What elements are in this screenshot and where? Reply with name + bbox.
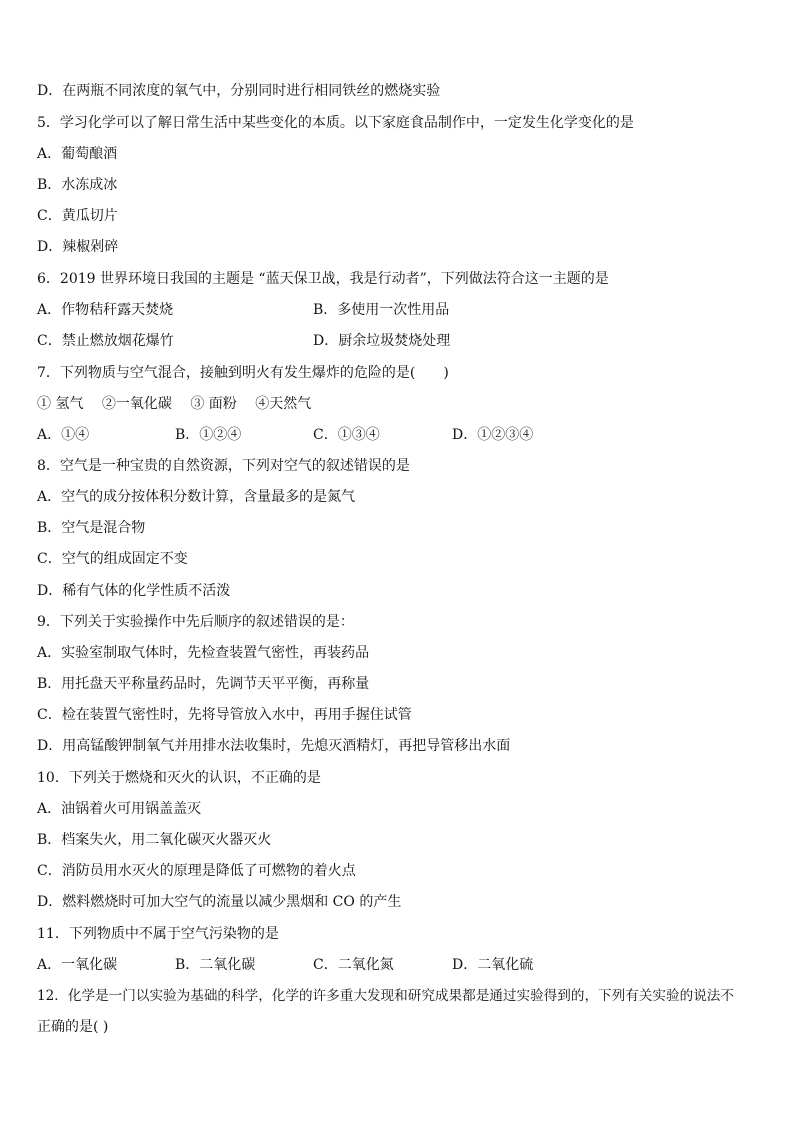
question-12-stem-line-1: 12．化学是一门以实验为基础的科学，化学的许多重大发现和研究成果都是通过实验得到的，下列有关实验的说法不 xyxy=(37,988,734,1004)
question-10-stem: 10．下列关于燃烧和灭火的认识，不正确的是 xyxy=(37,770,321,786)
question-10-option-d: D．燃料燃烧时可加大空气的流量以减少黑烟和 CO 的产生 xyxy=(37,894,402,910)
question-4-option-d: D．在两瓶不同浓度的氧气中，分别同时进行相同铁丝的燃烧实验 xyxy=(37,83,441,99)
question-5-option-a: A．葡萄酿酒 xyxy=(37,146,118,162)
question-7-stem: 7．下列物质与空气混合，接触到明火有发生爆炸的危险的是( ) xyxy=(37,365,449,381)
question-5-option-b: B．水冻成冰 xyxy=(37,177,118,193)
question-8-option-d: D．稀有气体的化学性质不活泼 xyxy=(37,583,231,599)
question-5-stem: 5．学习化学可以了解日常生活中某些变化的本质。以下家庭食品制作中，一定发生化学变化的是 xyxy=(37,115,634,131)
question-11-option-c: C．二氧化氮 xyxy=(313,957,394,973)
question-6-option-a: A．作物秸秆露天焚烧 xyxy=(37,302,174,318)
question-7-option-c: C．①③④ xyxy=(313,427,380,443)
question-9-option-a: A．实验室制取气体时，先检查装置气密性，再装药品 xyxy=(37,645,370,661)
question-9-option-d: D．用高锰酸钾制氧气并用排水法收集时，先熄灭酒精灯，再把导管移出水面 xyxy=(37,738,511,754)
question-6-option-c: C．禁止燃放烟花爆竹 xyxy=(37,333,174,349)
question-11-stem: 11．下列物质中不属于空气污染物的是 xyxy=(37,926,279,942)
question-12-stem-line-2: 正确的是( ) xyxy=(37,1019,109,1035)
question-6-option-b: B．多使用一次性用品 xyxy=(313,302,450,318)
question-5-option-c: C．黄瓜切片 xyxy=(37,208,118,224)
question-9-option-b: B．用托盘天平称量药品时，先调节天平平衡，再称量 xyxy=(37,676,370,692)
question-10-option-c: C．消防员用水灭火的原理是降低了可燃物的着火点 xyxy=(37,863,356,879)
question-8-stem: 8．空气是一种宝贵的自然资源，下列对空气的叙述错误的是 xyxy=(37,458,410,474)
question-10-option-a: A．油锅着火可用锅盖盖灭 xyxy=(37,801,202,817)
question-8-option-c: C．空气的组成固定不变 xyxy=(37,551,188,567)
question-10-option-b: B．档案失火，用二氧化碳灭火器灭火 xyxy=(37,832,272,848)
question-9-option-c: C．检在装置气密性时，先将导管放入水中，再用手握住试管 xyxy=(37,707,412,723)
question-7-option-b: B．①②④ xyxy=(175,427,242,443)
question-6-stem: 6．2019 世界环境日我国的主题是 “蓝天保卫战，我是行动者”，下列做法符合这一主题的是 xyxy=(37,271,609,287)
question-8-option-a: A．空气的成分按体积分数计算，含量最多的是氮气 xyxy=(37,489,356,505)
question-8-option-b: B．空气是混合物 xyxy=(37,520,146,536)
question-11-option-b: B．二氧化碳 xyxy=(175,957,256,973)
question-5-option-d: D．辣椒剁碎 xyxy=(37,239,119,255)
question-11-option-a: A．一氧化碳 xyxy=(37,957,118,973)
question-9-stem: 9．下列关于实验操作中先后顺序的叙述错误的是： xyxy=(37,614,354,630)
question-7-items: ① 氢气 ②一氧化碳 ③ 面粉 ④天然气 xyxy=(37,396,312,412)
question-11-option-d: D．二氧化硫 xyxy=(452,957,534,973)
question-7-option-d: D．①②③④ xyxy=(452,427,534,443)
question-6-option-d: D．厨余垃圾焚烧处理 xyxy=(313,333,451,349)
question-7-option-a: A．①④ xyxy=(37,427,90,443)
